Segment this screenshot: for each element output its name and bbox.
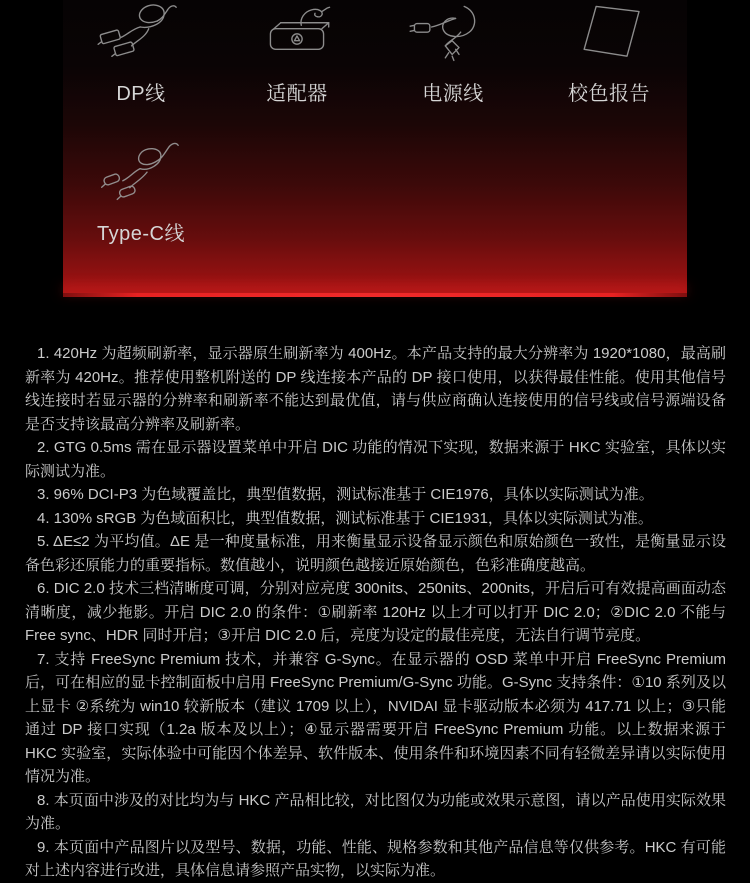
- accessory-power-cord: [375, 2, 531, 106]
- accessories-row-2: [63, 142, 687, 246]
- accessories-row-1: [63, 0, 687, 106]
- accessories-banner-inner: [63, 0, 687, 297]
- accessory-calibration-report: [531, 2, 687, 106]
- note-item-3: 3. 96% DCI-P3 为色域覆盖比，典型值数据，测试标准基于 CIE1976，具体以实际测试为准。: [37, 486, 654, 503]
- accessory-label: 电源线: [422, 83, 484, 105]
- note-item-2: 2. GTG 0.5ms 需在显示器设置菜单中开启 DIC 功能的情况下实现，数据来源于 HKC 实验室，具体以实际测试为准。: [25, 439, 726, 480]
- note-item-5: 5. ΔE≤2 为平均值。ΔE 是一种度量标准，用来衡量显示设备显示颜色和原始颜色一致性，是衡量显示设备色彩还原能力的重要指标。数值越小，说明颜色越接近原始颜色，色彩准确度越高。: [25, 533, 726, 574]
- accessory-power-adapter: [219, 2, 375, 106]
- calibration-report-icon: [561, 2, 657, 64]
- accessory-label: 适配器: [266, 83, 328, 105]
- note-item-7: 7. 支持 FreeSync Premium 技术，并兼容 G-Sync。在显示器的 OSD 菜单中开启 FreeSync Premium 后，可在相应的显卡控制面板中启用 FreeSync Premium/G-Sync 功能。G-Sync 支持条件：①10 系列及以上显卡 ②系统为 win10 较新版本（建议 1709 以上），NVIDAI 显卡驱动版本必须为 417.71 以上；③只能通过 DP 接口实现（1.2a 版本及以上）；④显示器需要开启 FreeSync Premium 功能。以上数据来源于 HKC 实验室，实际体验中可能因个体差异、软件版本、使用条件和环境因素不同有轻微差异请以实际使用情况为准。: [25, 650, 726, 785]
- note-item-9: 9. 本页面中产品图片以及型号、数据，功能、性能、规格参数和其他产品信息等仅供参考。HKC 有可能对上述内容进行改进，具体信息请参照产品实物，以实际为准。: [25, 838, 726, 879]
- type-c-cable-icon: [93, 142, 189, 204]
- note-item-1: 1. 420Hz 为超频刷新率，显示器原生刷新率为 400Hz。本产品支持的最大分辨率为 1920*1080，最高刷新率为 420Hz。推荐使用整机附送的 DP 线连接本产品的 DP 接口使用，以获得最佳性能。使用其他信号线连接时若显示器的分辨率和刷新率不能达到最优值，请与供应商确认连接使用的信号线或信号源端设备是否支持该最高分辨率及刷新率。: [25, 345, 726, 433]
- accessory-label: Type-C线: [97, 223, 185, 245]
- note-item-6: 6. DIC 2.0 技术三档清晰度可调，分别对应亮度 300nits、250nits、200nits，开启后可有效提高画面动态清晰度，减少拖影。开启 DIC 2.0 的条件：①刷新率 120Hz 以上才可以打开 DIC 2.0；②DIC 2.0 不能与 Free sync、HDR 同时开启；③开启 DIC 2.0 后，亮度为设定的最佳亮度，无法自行调节亮度。: [25, 580, 726, 644]
- accessory-label: DP线: [116, 83, 166, 105]
- accessories-banner: [0, 0, 750, 297]
- note-item-4: 4. 130% sRGB 为色域面积比，典型值数据，测试标准基于 CIE1931，具体以实际测试为准。: [37, 509, 653, 527]
- accessory-type-c-cable: [63, 142, 219, 246]
- power-adapter-icon: [249, 2, 345, 64]
- red-glow-divider: [63, 293, 687, 297]
- accessory-dp-cable: [63, 2, 219, 106]
- note-item-8: 8. 本页面中涉及的对比均为与 HKC 产品相比较，对比图仅为功能或效果示意图，请以产品使用实际效果为准。: [25, 791, 726, 832]
- dp-cable-icon: [93, 2, 189, 64]
- power-cord-icon: [405, 2, 501, 64]
- accessory-label: 校色报告: [568, 83, 650, 105]
- disclaimer-notes: [0, 297, 750, 883]
